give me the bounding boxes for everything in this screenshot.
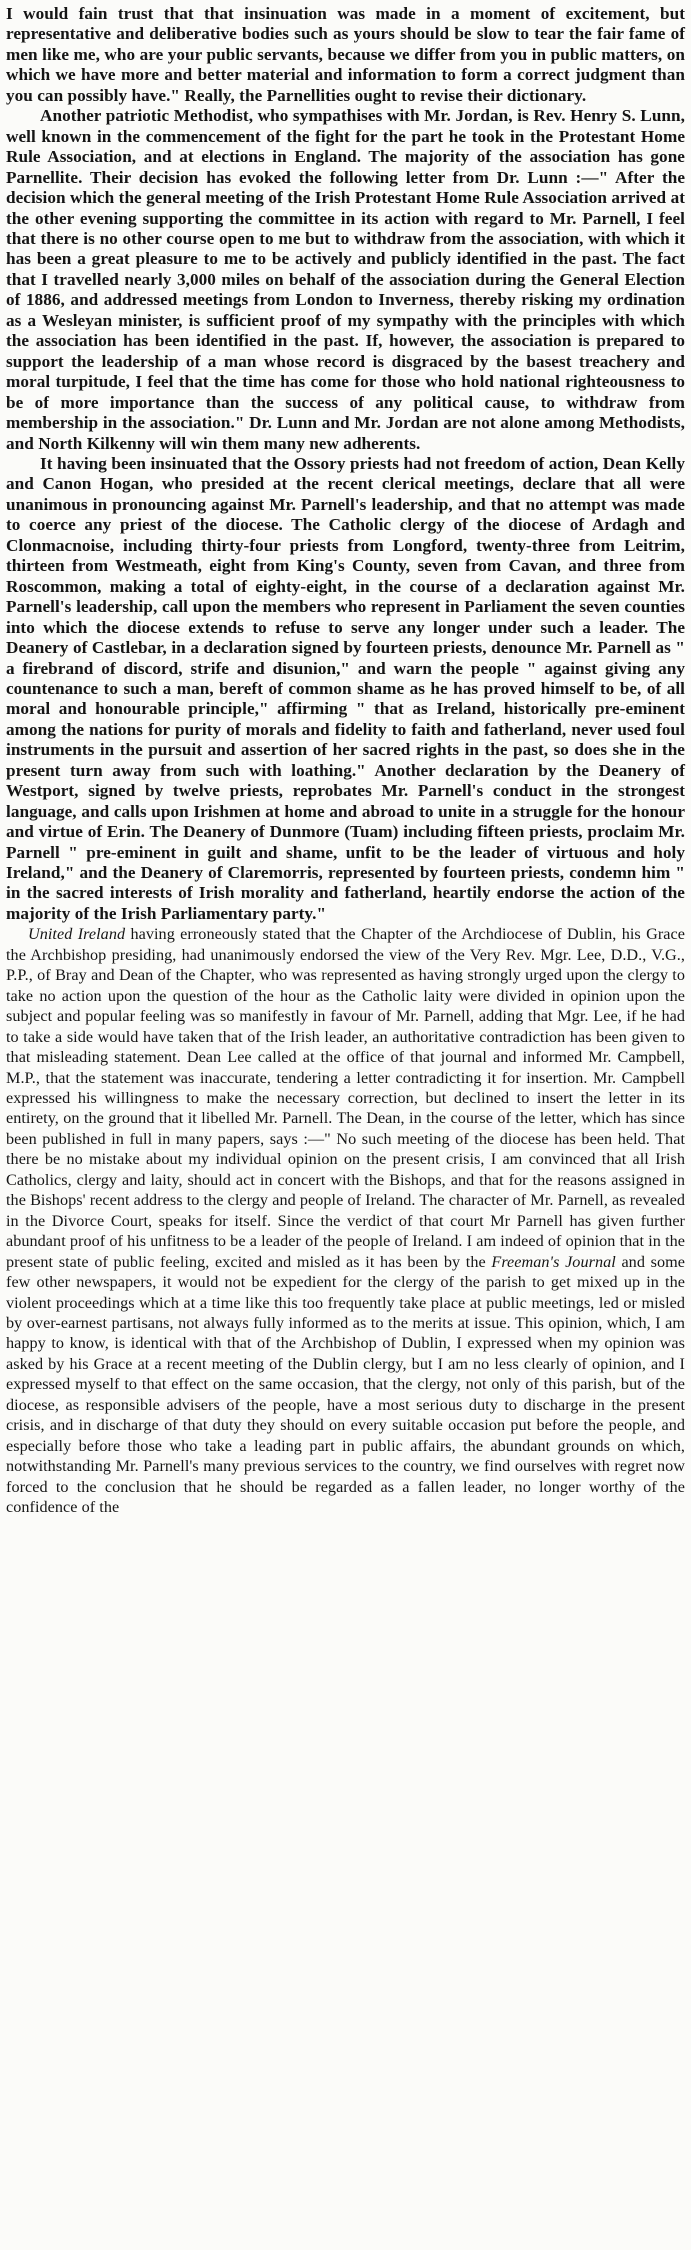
paragraph-jordan-letter-end: I would fain trust that that insinuation was made in a moment of excitement, but representative and deliberative bodies such as yours should be slow to tear the fair fame of men like me, who are your public servants, because we differ from you in public matters, on which we have more and better material and information to form a correct judgment than you can possibly have." Really, the Parnellities ought to revise their dictionary. xyxy=(6,4,685,105)
paragraph-dean-lee xyxy=(6,924,685,1517)
dean-lee-text-part-1: having erroneously stated that the Chapter of the Archdiocese of Dublin, his Grace the Archbishop presiding, had unanimously endorsed the view of the Very Rev. Mgr. Lee, D.D., V.G., P.P., of Bray and Dean of the Chapter, who was represented as having strongly urged upon the clergy to take no action upon the question of the hour as the Catholic laity were divided in opinion upon the subject and popular feeling was so manifestly in favour of Mr. Parnell, adding that Mgr. Lee, if he had to take a side would have taken that of the Irish leader, an authoritative contradiction has been given to that misleading statement. Dean Lee called at the office of that journal and informed Mr. Campbell, M.P., that the statement was inaccurate, tendering a letter contradicting it for insertion. Mr. Campbell expressed his willingness to make the necessary correction, but declined to insert the letter in its entirety, on the ground that it libelled Mr. Parnell. The Dean, in the course of the letter, which has since been published in full in many papers, says :—" No such meeting of the diocese has been held. That there be no mistake about my individual opinion on the present crisis, I am convinced that all Irish Catholics, clergy and laity, should act in concert with the Bishops, and that for the reasons assigned in the Bishops' recent address to the clergy and people of Ireland. The character of Mr. Parnell, as revealed in the Divorce Court, speaks for itself. Since the verdict of that court Mr Parnell has given further abundant proof of his unfitness to be a leader of the people of Ireland. I am indeed of opinion that in the present state of public feeling, excited and misled as it has been by the xyxy=(6,925,686,1271)
publication-title-united-ireland: United Ireland xyxy=(28,925,126,944)
paragraph-ossory-priests: It having been insinuated that the Ossory priests had not freedom of action, Dean Kelly and Canon Hogan, who presided at the recent clerical meetings, declare that all were unanimous in pronouncing against Mr. Parnell's leadership, and that no attempt was made to coerce any priest of the diocese. The Catholic clergy of the diocese of Ardagh and Clonmacnoise, including thirty-four priests from Longford, twenty-three from Leitrim, thirteen from Westmeath, eight from King's County, seven from Cavan, and three from Roscommon, making a total of eighty-eight, in the course of a declaration against Mr. Parnell's leadership, call upon the members who represent in Parliament the seven counties into which the diocese extends to refuse to serve any longer under such a leader. The Deanery of Castlebar, in a declaration signed by fourteen priests, denounce Mr. Parnell as " a firebrand of discord, strife and disunion," and warn the people " against giving any countenance to such a man, bereft of common shame as he has proved himself to be, of all moral and honourable principle," affirming " that as Ireland, historically pre-eminent among the nations for purity of morals and fidelity to faith and fatherland, never used foul instruments in the pursuit and assertion of her sacred rights in the past, so does she in the present turn away from such with loathing." Another declaration by the Deanery of Westport, signed by twelve priests, reprobates Mr. Parnell's conduct in the strongest language, and calls upon Irishmen at home and abroad to unite in a struggle for the honour and virtue of Erin. The Deanery of Dunmore (Tuam) including fifteen priests, proclaim Mr. Parnell " pre-eminent in guilt and shame, unfit to be the leader of virtuous and holy Ireland," and the Deanery of Claremorris, represented by fourteen priests, condemn him " in the sacred interests of Irish morality and fatherland, heartily endorse the action of the majority of the Irish Parliamentary party." xyxy=(6,453,685,923)
publication-title-freemans-journal: Freeman's Journal xyxy=(491,1252,616,1271)
paragraph-lunn-letter: Another patriotic Methodist, who sympathises with Mr. Jordan, is Rev. Henry S. Lunn, well known in the commencement of the fight for the part he took in the Protestant Home Rule Association, and at elections in England. The majority of the association has gone Parnellite. Their decision has evoked the following letter from Dr. Lunn :—" After the decision which the general meeting of the Irish Protestant Home Rule Association arrived at the other evening supporting the committee in its action with regard to Mr. Parnell, I feel that there is no other course open to me but to withdraw from the association, with which it has been a great pleasure to me to be actively and publicly identified in the past. The fact that I travelled nearly 3,000 miles on behalf of the association during the General Election of 1886, and addressed meetings from London to Inverness, thereby risking my ordination as a Wesleyan minister, is sufficient proof of my sympathy with the principles with which the association has been identified in the past. If, however, the association is prepared to support the leadership of a man whose record is disgraced by the basest treachery and moral turpitude, I feel that the time has come for those who hold national righteousness to be of more importance than the success of any political cause, to withdraw from membership in the association." Dr. Lunn and Mr. Jordan are not alone among Methodists, and North Kilkenny will win them many new adherents. xyxy=(6,106,685,453)
dean-lee-text-part-2: and some few other newspapers, it would not be expedient for the clergy of the parish to get mixed up in the violent proceedings which at a time like this too frequently take place at public meetings, led or misled by over-earnest partisans, not always fully informed as to the merits at issue. This opinion, which, I am happy to know, is identical with that of the Archbishop of Dublin, I expressed when my opinion was asked by his Grace at a recent meeting of the Dublin clergy, but I am no less clearly of opinion, and I expressed myself to that effect on the same occasion, that the clergy, not only of this parish, but of the diocese, as responsible advisers of the people, have a most serious duty to discharge in the present crisis, and in discharge of that duty they should on every suitable occasion put before the people, and especially before those who take a leading part in public affairs, the abundant grounds on which, notwithstanding Mr. Parnell's many previous services to the country, we find ourselves with regret now forced to the conclusion that he should be regarded as a fallen leader, no longer worthy of the confidence of the xyxy=(6,1252,685,1517)
